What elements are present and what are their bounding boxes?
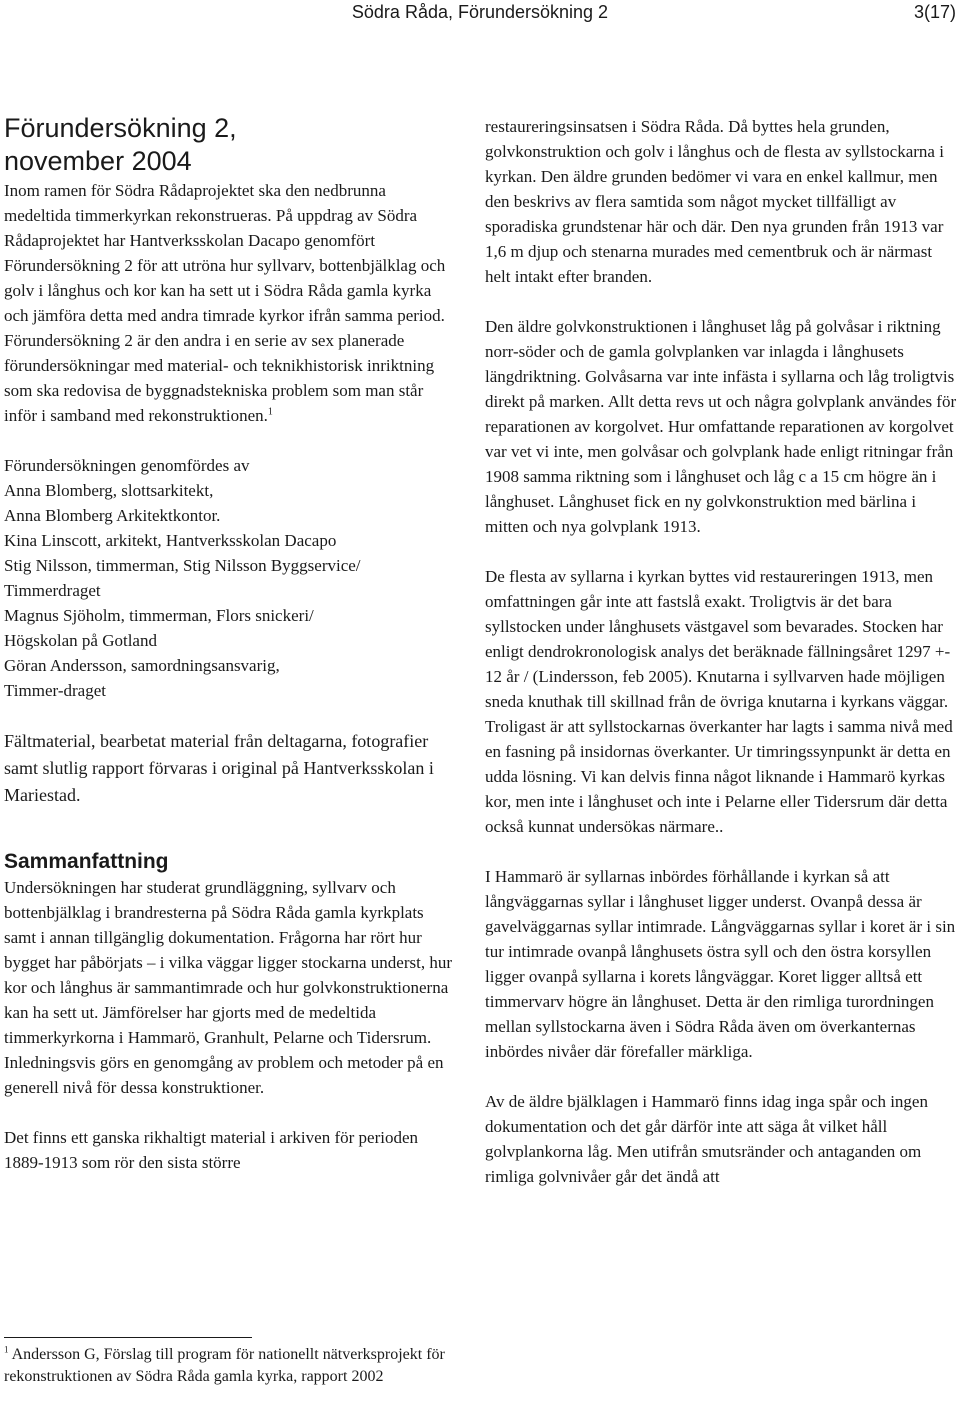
participant-line: Magnus Sjöholm, timmerman, Flors snickeri/ bbox=[4, 606, 314, 625]
page-number: 3(17) bbox=[913, 2, 956, 22]
intro-paragraph bbox=[4, 178, 456, 428]
footnote-text: Andersson G, Förslag till program för nationellt nätverksprojekt för rekonstruktionen av Södra Råda gamla kyrka, rapport 2002 bbox=[4, 1346, 445, 1385]
paragraph-hammaro-joists: Av de äldre bjälklagen i Hammarö finns idag inga spår och ingen dokumentation och det går därför inte att säga åt vilket håll golvplankorna låg. Men utifrån smutsränder och antaganden om rimliga golvnivåer går det ändå att bbox=[485, 1092, 928, 1186]
section-heading bbox=[4, 112, 456, 178]
right-column bbox=[485, 114, 959, 1189]
summary-paragraph: Undersökningen har studerat grundläggning, syllvarv och bottenbjälklag i brandresterna på Södra Råda gamla kyrkplats samt i annan tillgänglig dokumentation. Frågorna har rört hur bygget har påbörjats – i vilka väggar ligger stockarna underst, hur kor och långhus är sammantimrade och hur golvkonstruktionerna kan ha sett ut. Jämförelser har gjorts med de medeltida timmerkyrkorna i Hammarö, Granhult, Pelarne och Tidersrum. Inledningsvis görs en genomgång av problem och metoder på en generell nivå för dessa konstruktioner. bbox=[4, 878, 453, 1097]
summary-heading: Sammanfattning bbox=[4, 850, 169, 873]
intro-text: Inom ramen för Södra Rådaprojektet ska den nedbrunna medeltida timmerkyrkan rekonstrueras. På uppdrag av Södra Rådaprojektet har Hantverksskolan Dacapo genomfört Förundersökning 2 för att utröna hur syllvarv, bottenbjälklag och golv i långhus och kor kan ha sett ut i Södra Råda gamla kyrka och jämföra detta med andra timrade kyrkor ifrån samma period. Förundersökning 2 är den andra i en serie av sex planerade förundersökningar med material- och teknikhistorisk inriktning som ska redovisa de byggnadstekniska problem som man står inför i samband med rekonstruktionen. bbox=[4, 181, 446, 425]
paragraph-restoration: restaureringsinsatsen i Södra Råda. Då byttes hela grunden, golvkonstruktion och golv i långhus och de flesta av syllstockarna i kyrkan. Den äldre grunden bedömer vi vara en enkel kallmur, men den beskrivs av flera samtida som något mycket tillfälligt av sporadiska grundstenar här och där. Den nya grunden från 1913 var 1,6 m djup och stenarna murades med cementbruk och är närmast helt intakt efter branden. bbox=[485, 117, 944, 286]
heading-line-2: november 2004 bbox=[4, 146, 192, 176]
participants-intro: Förundersökningen genomfördes av bbox=[4, 456, 250, 475]
paragraph-hammaro-sills: I Hammarö är syllarnas inbördes förhållande i kyrkan så att långväggarnas syllar i långhuset ligger underst. Ovanpå dessa är gavelväggarnas syllar intimrade. Långväggarnas syllar i koret är i sin tur intimrade ovanpå långhusets östra syll och den östra korsyllen ligger ovanpå syllarna i korets långväggar. Koret ligger alltså ett timmervarv högre än långhuset. Detta är den rimliga turordningen mellan syllstockarna även i Södra Råda även om överkanternas inbördes nivåer där förefaller märkliga. bbox=[485, 867, 956, 1061]
participant-line: Göran Andersson, samordningsansvarig, bbox=[4, 656, 280, 675]
participant-line: Stig Nilsson, timmerman, Stig Nilsson Byggservice/ bbox=[4, 556, 361, 575]
participant-line: Timmer-draget bbox=[4, 681, 106, 700]
footnote-reference: 1 bbox=[267, 406, 273, 418]
footnote-divider bbox=[4, 1337, 252, 1338]
participant-line: Timmerdraget bbox=[4, 581, 101, 600]
participants-list bbox=[4, 478, 456, 703]
footnote bbox=[4, 1344, 456, 1388]
field-material-paragraph: Fältmaterial, bearbetat material från deltagarna, fotografier samt slutlig rapport förvaras i original på Hantverksskolan i Mariestad. bbox=[4, 731, 434, 805]
participant-line: Kina Linscott, arkitekt, Hantverksskolan Dacapo bbox=[4, 531, 337, 550]
participant-line: Högskolan på Gotland bbox=[4, 631, 157, 650]
heading-line-1: Förundersökning 2, bbox=[4, 113, 237, 143]
page-header bbox=[0, 0, 960, 26]
paragraph-sills: De flesta av syllarna i kyrkan byttes vid restaureringen 1913, men omfattningen går inte att fastslå exakt. Troligtvis är det bara syllstocken under långhusets västgavel som bevarades. Stocken har enligt dendrokronologisk analys det beräknade fällningsåret 1297 +- 12 år / (Lindersson, feb 2005). Knutarna i syllvarven hade möjligen sneda knuthak till skillnad från de övriga knutarna i kyrkans väggar. Troligast är att syllstockarnas överkanter har lagts i samma nivå med en fasning på insidornas överkanter. Ur timringssynpunkt är detta en udda lösning. Vi kan delvis finna något liknande i Hammarö kyrkas kor, men inte i långhuset och inte i Pelarne eller Tidersrum där detta också kunnat undersökas närmare.. bbox=[485, 567, 953, 836]
participant-line: Anna Blomberg, slottsarkitekt, bbox=[4, 481, 214, 500]
footnote-mark: 1 bbox=[4, 1344, 9, 1355]
document-title: Södra Råda, Förundersökning 2 bbox=[351, 2, 609, 22]
archive-paragraph: Det finns ett ganska rikhaltigt material i arkiven för perioden 1889-1913 som rör den sista större bbox=[4, 1128, 419, 1172]
participant-line: Anna Blomberg Arkitektkontor. bbox=[4, 506, 221, 525]
left-column bbox=[4, 112, 456, 1175]
paragraph-floor-construction: Den äldre golvkonstruktionen i långhuset låg på golvåsar i riktning norr-söder och de gamla golvplanken var inlagda i långhusets längdriktning. Golvåsarna var inte infästa i syllarna och låg troligtvis direkt på marken. Allt detta revs ut och några golvplank användes för reparationen av korgolvet. Hur omfattande reparationen av korgolvet var vet vi inte, men golvåsar och golvplank hade enligt ritningar från 1908 samma riktning som i långhuset och låg c a 15 cm högre än i långhuset. Långhuset fick en ny golvkonstruktion med bärlina i mitten och nya golvplank 1913. bbox=[485, 317, 957, 536]
